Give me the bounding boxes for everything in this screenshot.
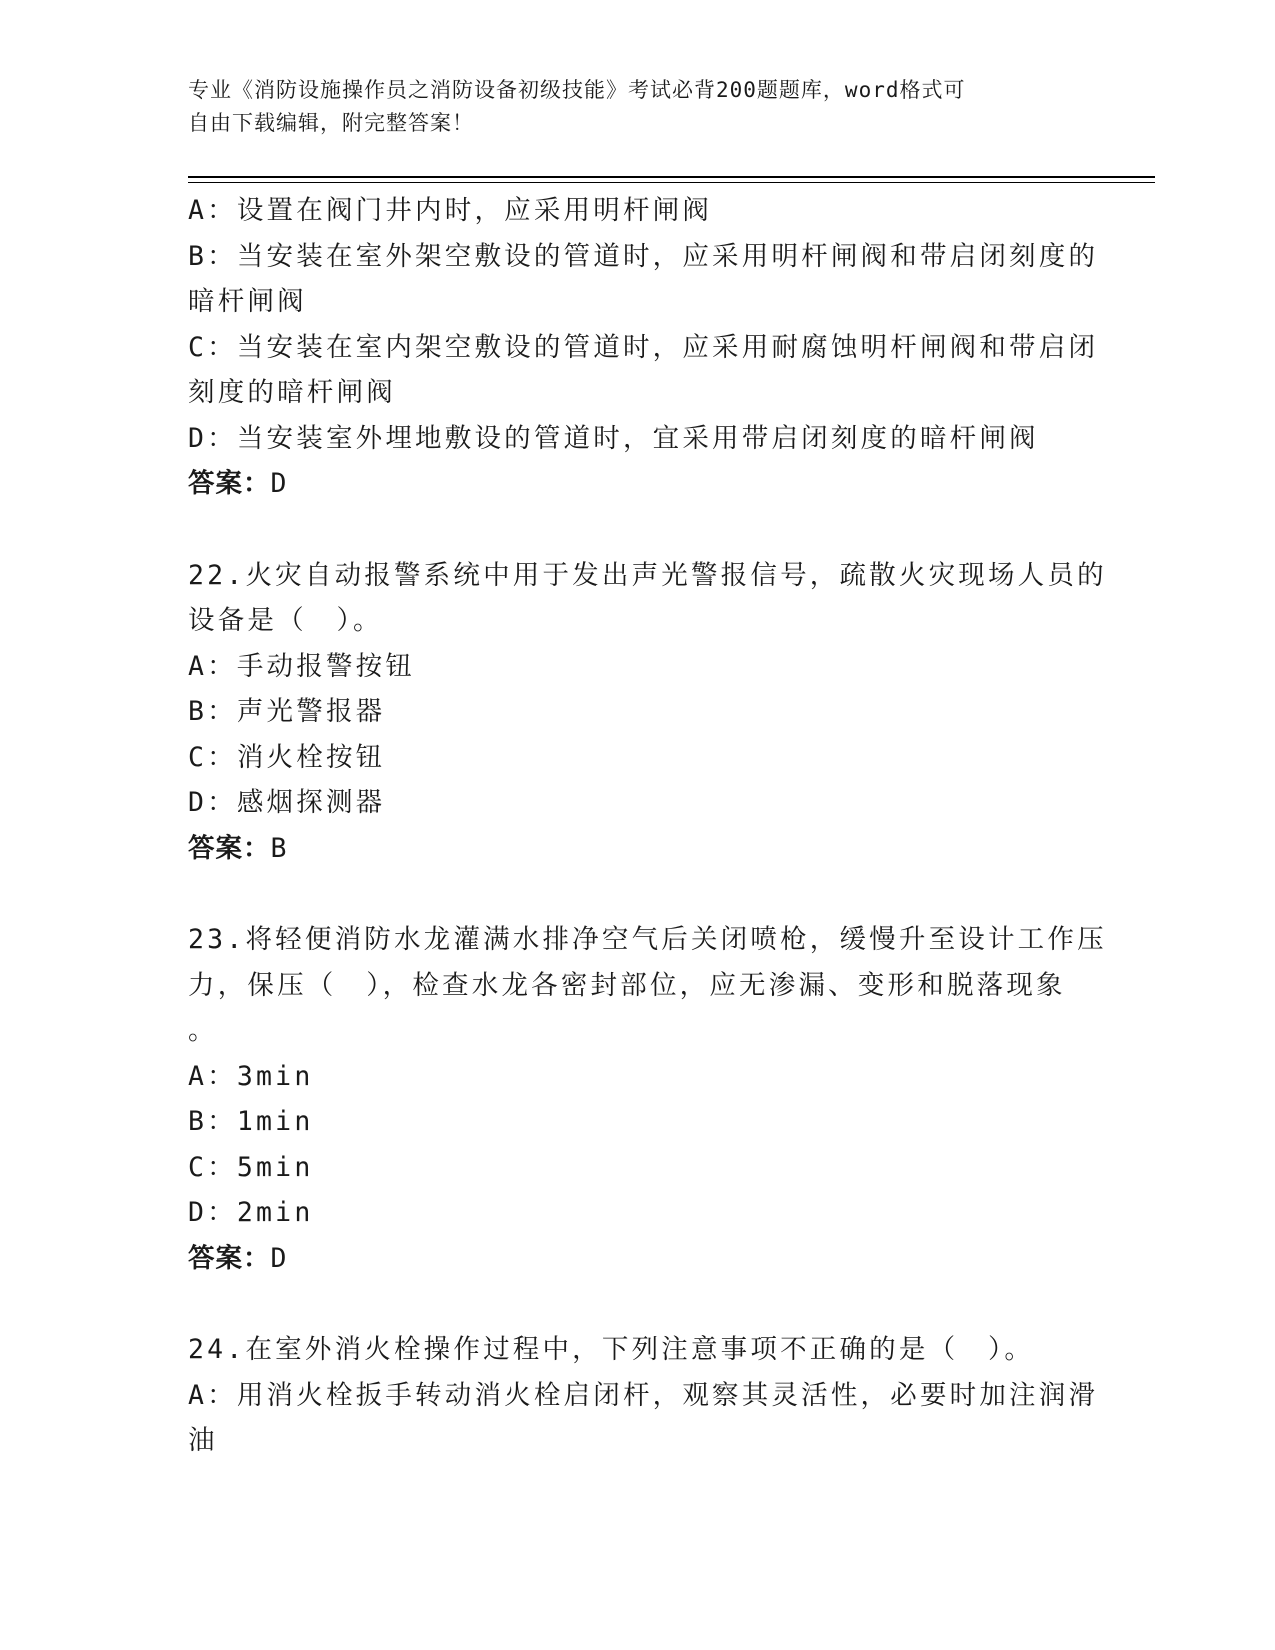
question-24 [188, 1327, 1099, 1464]
header-line-1: 专业《消防设施操作员之消防设备初级技能》考试必背200题题库，word格式可 [188, 78, 966, 102]
option-d: D：2min [188, 1197, 314, 1228]
spacer [188, 1281, 1078, 1327]
question-stem-line-1: 22.火灾自动报警系统中用于发出声光警报信号，疏散火灾现场人员的 [188, 559, 1107, 591]
answer-label: 答案： [188, 1242, 271, 1274]
spacer [188, 871, 1078, 917]
header-line-2: 自由下载编辑，附完整答案！ [188, 111, 474, 135]
option-a: A：3min [188, 1060, 314, 1092]
answer-value: D [270, 468, 288, 499]
question-stem-line-1: 24.在室外消火栓操作过程中，下列注意事项不正确的是（ ）。 [188, 1334, 1035, 1365]
answer-value: B [270, 832, 288, 864]
option-c: C：消火栓按钮 [188, 741, 386, 773]
option-d: D：当安装室外埋地敷设的管道时，宜采用带启闭刻度的暗杆闸阀 [188, 422, 1039, 454]
header-rule-thin [188, 182, 1155, 183]
question-stem-line-2: 力，保压（ ），检查水龙各密封部位，应无渗漏、变形和脱落现象 [188, 969, 1066, 1001]
option-c: C：5min [188, 1151, 314, 1183]
answer-label: 答案： [188, 832, 271, 864]
spacer [188, 507, 1078, 553]
answer-line [188, 826, 1078, 872]
header-rule-thick [188, 176, 1155, 178]
option-a-line-1: A：用消火栓扳手转动消火栓启闭杆，观察其灵活性，必要时加注润滑 [188, 1379, 1099, 1411]
answer-label: 答案： [188, 468, 271, 499]
answer-line [188, 1236, 1078, 1282]
answer-line [188, 461, 1078, 507]
option-a: A：设置在阀门井内时，应采用明杆闸阀 [188, 195, 713, 226]
option-b: B：声光警报器 [188, 696, 386, 727]
question-stem-line-3: 。 [188, 1015, 218, 1046]
document-header [188, 74, 1068, 140]
question-22 [188, 553, 1107, 872]
question-stem-line-1: 23.将轻便消防水龙灌满水排净空气后关闭喷枪，缓慢升至设计工作压 [188, 924, 1107, 955]
answer-value: D [270, 1242, 288, 1274]
question-21-continued [188, 188, 1099, 507]
question-23 [188, 917, 1107, 1281]
question-stem-line-2: 设备是（ ）。 [188, 605, 383, 636]
option-a: A：手动报警按钮 [188, 650, 416, 682]
option-c-line-1: C：当安装在室内架空敷设的管道时，应采用耐腐蚀明杆闸阀和带启闭 [188, 331, 1099, 363]
option-b-line-1: B：当安装在室外架空敷设的管道时，应采用明杆闸阀和带启闭刻度的 [188, 240, 1099, 272]
option-d: D：感烟探测器 [188, 787, 386, 818]
option-b-line-2: 暗杆闸阀 [188, 286, 307, 317]
question-content [188, 188, 1107, 1464]
option-c-line-2: 刻度的暗杆闸阀 [188, 377, 396, 408]
option-a-line-2: 油 [188, 1425, 218, 1456]
option-b: B：1min [188, 1106, 314, 1137]
